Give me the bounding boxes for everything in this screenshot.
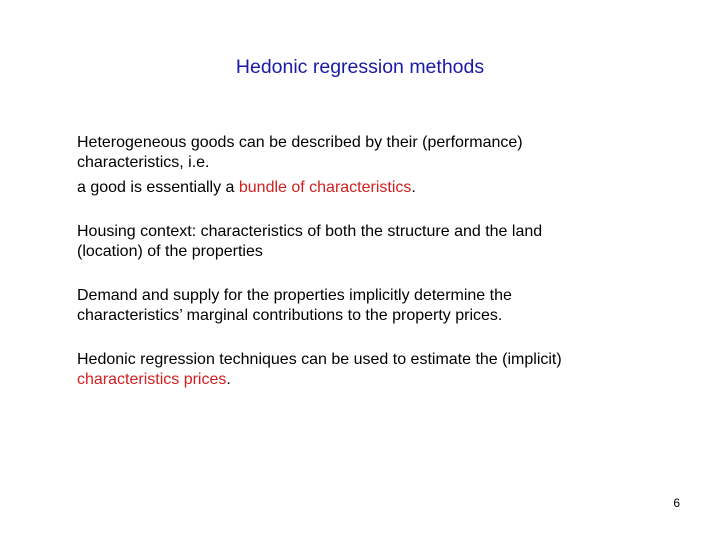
text-line: Demand and supply for the properties implicitly determine the (77, 287, 512, 304)
text-line: Housing context: characteristics of both the structure and the land (77, 223, 543, 240)
text-span: a good is essentially a (77, 179, 239, 196)
paragraph-heterogeneous-goods (77, 133, 677, 173)
highlight-characteristics-prices: characteristics prices (77, 371, 227, 388)
text-line: Hedonic regression techniques can be used to estimate the (implicit) (77, 351, 562, 368)
text-span: . (226, 371, 231, 388)
text-span: . (411, 179, 416, 196)
text-line (77, 370, 677, 390)
paragraph-demand-supply (77, 286, 677, 326)
text-line: Heterogeneous goods can be described by their (performance) (77, 134, 523, 151)
slide-title: Hedonic regression methods (235, 56, 485, 78)
slide-body (77, 133, 677, 390)
highlight-bundle-of-characteristics: bundle of characteristics (238, 179, 412, 196)
page-number: 6 (673, 496, 680, 510)
paragraph-bundle (77, 178, 677, 198)
text-line: characteristics, i.e. (77, 154, 210, 171)
text-line: characteristics’ marginal contributions to the property prices. (77, 307, 503, 324)
paragraph-housing-context (77, 222, 677, 262)
text-line: (location) of the properties (77, 243, 263, 260)
paragraph-hedonic-techniques (77, 350, 677, 390)
